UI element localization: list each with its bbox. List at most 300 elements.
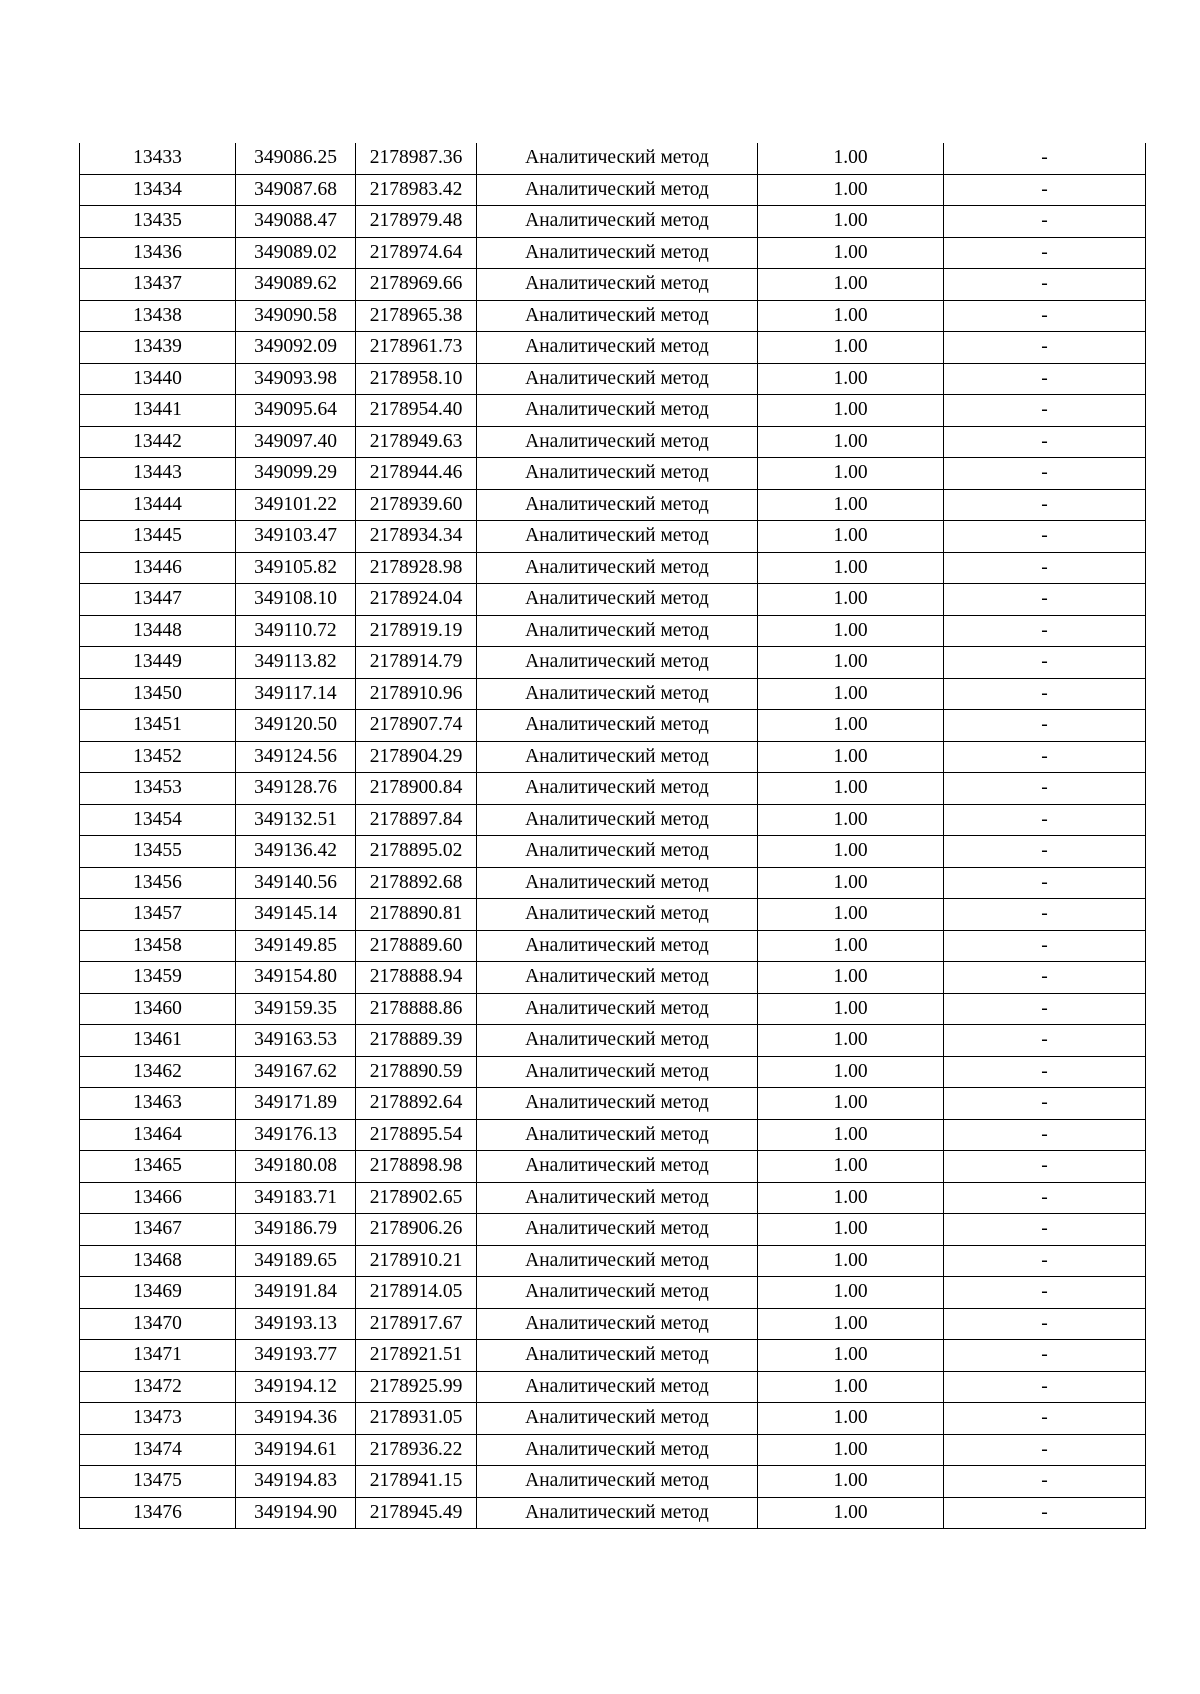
description-cell: - — [944, 710, 1146, 742]
method-cell: Аналитический метод — [477, 741, 758, 773]
point-number-cell: 13461 — [80, 1025, 236, 1057]
description-cell: - — [944, 458, 1146, 490]
x-coordinate-cell: 349128.76 — [236, 773, 356, 805]
accuracy-cell: 1.00 — [758, 1088, 944, 1120]
description-cell: - — [944, 962, 1146, 994]
table-row — [80, 615, 1146, 647]
y-coordinate-cell: 2178945.49 — [356, 1497, 477, 1529]
accuracy-cell: 1.00 — [758, 300, 944, 332]
description-cell: - — [944, 1025, 1146, 1057]
x-coordinate-cell: 349113.82 — [236, 647, 356, 679]
point-number-cell: 13434 — [80, 174, 236, 206]
y-coordinate-cell: 2178941.15 — [356, 1466, 477, 1498]
point-number-cell: 13452 — [80, 741, 236, 773]
description-cell: - — [944, 1119, 1146, 1151]
point-number-cell: 13450 — [80, 678, 236, 710]
description-cell: - — [944, 899, 1146, 931]
coordinates-table — [79, 143, 1146, 1529]
description-cell: - — [944, 867, 1146, 899]
accuracy-cell: 1.00 — [758, 1403, 944, 1435]
x-coordinate-cell: 349183.71 — [236, 1182, 356, 1214]
description-cell: - — [944, 237, 1146, 269]
method-cell: Аналитический метод — [477, 1088, 758, 1120]
point-number-cell: 13433 — [80, 143, 236, 174]
description-cell: - — [944, 1151, 1146, 1183]
accuracy-cell: 1.00 — [758, 552, 944, 584]
method-cell: Аналитический метод — [477, 773, 758, 805]
coordinates-table-body — [80, 143, 1146, 1529]
table-row — [80, 1056, 1146, 1088]
x-coordinate-cell: 349154.80 — [236, 962, 356, 994]
x-coordinate-cell: 349086.25 — [236, 143, 356, 174]
point-number-cell: 13443 — [80, 458, 236, 490]
x-coordinate-cell: 349186.79 — [236, 1214, 356, 1246]
point-number-cell: 13455 — [80, 836, 236, 868]
table-row — [80, 1308, 1146, 1340]
y-coordinate-cell: 2178902.65 — [356, 1182, 477, 1214]
method-cell: Аналитический метод — [477, 1371, 758, 1403]
y-coordinate-cell: 2178895.54 — [356, 1119, 477, 1151]
point-number-cell: 13476 — [80, 1497, 236, 1529]
point-number-cell: 13448 — [80, 615, 236, 647]
accuracy-cell: 1.00 — [758, 1277, 944, 1309]
x-coordinate-cell: 349117.14 — [236, 678, 356, 710]
point-number-cell: 13459 — [80, 962, 236, 994]
description-cell: - — [944, 300, 1146, 332]
y-coordinate-cell: 2178925.99 — [356, 1371, 477, 1403]
point-number-cell: 13458 — [80, 930, 236, 962]
x-coordinate-cell: 349194.36 — [236, 1403, 356, 1435]
x-coordinate-cell: 349124.56 — [236, 741, 356, 773]
accuracy-cell: 1.00 — [758, 1214, 944, 1246]
method-cell: Аналитический метод — [477, 174, 758, 206]
method-cell: Аналитический метод — [477, 1277, 758, 1309]
point-number-cell: 13454 — [80, 804, 236, 836]
y-coordinate-cell: 2178936.22 — [356, 1434, 477, 1466]
y-coordinate-cell: 2178958.10 — [356, 363, 477, 395]
table-row — [80, 1151, 1146, 1183]
table-row — [80, 1497, 1146, 1529]
accuracy-cell: 1.00 — [758, 458, 944, 490]
description-cell: - — [944, 773, 1146, 805]
method-cell: Аналитический метод — [477, 678, 758, 710]
y-coordinate-cell: 2178889.60 — [356, 930, 477, 962]
point-number-cell: 13463 — [80, 1088, 236, 1120]
x-coordinate-cell: 349108.10 — [236, 584, 356, 616]
method-cell: Аналитический метод — [477, 1434, 758, 1466]
accuracy-cell: 1.00 — [758, 1497, 944, 1529]
table-row — [80, 1088, 1146, 1120]
accuracy-cell: 1.00 — [758, 489, 944, 521]
y-coordinate-cell: 2178965.38 — [356, 300, 477, 332]
y-coordinate-cell: 2178961.73 — [356, 332, 477, 364]
y-coordinate-cell: 2178969.66 — [356, 269, 477, 301]
x-coordinate-cell: 349132.51 — [236, 804, 356, 836]
point-number-cell: 13467 — [80, 1214, 236, 1246]
description-cell: - — [944, 993, 1146, 1025]
accuracy-cell: 1.00 — [758, 647, 944, 679]
description-cell: - — [944, 678, 1146, 710]
method-cell: Аналитический метод — [477, 1340, 758, 1372]
description-cell: - — [944, 1277, 1146, 1309]
x-coordinate-cell: 349089.02 — [236, 237, 356, 269]
x-coordinate-cell: 349095.64 — [236, 395, 356, 427]
accuracy-cell: 1.00 — [758, 174, 944, 206]
y-coordinate-cell: 2178907.74 — [356, 710, 477, 742]
method-cell: Аналитический метод — [477, 521, 758, 553]
point-number-cell: 13436 — [80, 237, 236, 269]
x-coordinate-cell: 349140.56 — [236, 867, 356, 899]
x-coordinate-cell: 349093.98 — [236, 363, 356, 395]
accuracy-cell: 1.00 — [758, 143, 944, 174]
description-cell: - — [944, 741, 1146, 773]
method-cell: Аналитический метод — [477, 899, 758, 931]
table-row — [80, 552, 1146, 584]
y-coordinate-cell: 2178934.34 — [356, 521, 477, 553]
method-cell: Аналитический метод — [477, 993, 758, 1025]
point-number-cell: 13462 — [80, 1056, 236, 1088]
description-cell: - — [944, 1403, 1146, 1435]
point-number-cell: 13473 — [80, 1403, 236, 1435]
table-row — [80, 867, 1146, 899]
x-coordinate-cell: 349136.42 — [236, 836, 356, 868]
point-number-cell: 13474 — [80, 1434, 236, 1466]
table-row — [80, 1182, 1146, 1214]
table-row — [80, 426, 1146, 458]
x-coordinate-cell: 349167.62 — [236, 1056, 356, 1088]
accuracy-cell: 1.00 — [758, 269, 944, 301]
table-row — [80, 458, 1146, 490]
method-cell: Аналитический метод — [477, 1497, 758, 1529]
accuracy-cell: 1.00 — [758, 678, 944, 710]
table-row — [80, 174, 1146, 206]
y-coordinate-cell: 2178892.68 — [356, 867, 477, 899]
x-coordinate-cell: 349087.68 — [236, 174, 356, 206]
x-coordinate-cell: 349110.72 — [236, 615, 356, 647]
table-row — [80, 962, 1146, 994]
point-number-cell: 13472 — [80, 1371, 236, 1403]
description-cell: - — [944, 930, 1146, 962]
x-coordinate-cell: 349191.84 — [236, 1277, 356, 1309]
accuracy-cell: 1.00 — [758, 1056, 944, 1088]
description-cell: - — [944, 1371, 1146, 1403]
description-cell: - — [944, 174, 1146, 206]
description-cell: - — [944, 1245, 1146, 1277]
method-cell: Аналитический метод — [477, 1151, 758, 1183]
method-cell: Аналитический метод — [477, 300, 758, 332]
description-cell: - — [944, 804, 1146, 836]
accuracy-cell: 1.00 — [758, 930, 944, 962]
table-row — [80, 741, 1146, 773]
description-cell: - — [944, 363, 1146, 395]
y-coordinate-cell: 2178944.46 — [356, 458, 477, 490]
accuracy-cell: 1.00 — [758, 1151, 944, 1183]
point-number-cell: 13466 — [80, 1182, 236, 1214]
table-row — [80, 1340, 1146, 1372]
x-coordinate-cell: 349099.29 — [236, 458, 356, 490]
point-number-cell: 13451 — [80, 710, 236, 742]
method-cell: Аналитический метод — [477, 552, 758, 584]
x-coordinate-cell: 349189.65 — [236, 1245, 356, 1277]
accuracy-cell: 1.00 — [758, 363, 944, 395]
x-coordinate-cell: 349194.83 — [236, 1466, 356, 1498]
method-cell: Аналитический метод — [477, 836, 758, 868]
method-cell: Аналитический метод — [477, 206, 758, 238]
description-cell: - — [944, 426, 1146, 458]
x-coordinate-cell: 349149.85 — [236, 930, 356, 962]
description-cell: - — [944, 552, 1146, 584]
description-cell: - — [944, 395, 1146, 427]
x-coordinate-cell: 349193.77 — [236, 1340, 356, 1372]
point-number-cell: 13441 — [80, 395, 236, 427]
table-row — [80, 1371, 1146, 1403]
description-cell: - — [944, 332, 1146, 364]
table-row — [80, 300, 1146, 332]
y-coordinate-cell: 2178900.84 — [356, 773, 477, 805]
table-row — [80, 804, 1146, 836]
point-number-cell: 13447 — [80, 584, 236, 616]
method-cell: Аналитический метод — [477, 395, 758, 427]
method-cell: Аналитический метод — [477, 710, 758, 742]
y-coordinate-cell: 2178914.05 — [356, 1277, 477, 1309]
method-cell: Аналитический метод — [477, 615, 758, 647]
table-row — [80, 1277, 1146, 1309]
description-cell: - — [944, 1340, 1146, 1372]
y-coordinate-cell: 2178904.29 — [356, 741, 477, 773]
x-coordinate-cell: 349176.13 — [236, 1119, 356, 1151]
method-cell: Аналитический метод — [477, 269, 758, 301]
table-row — [80, 143, 1146, 174]
method-cell: Аналитический метод — [477, 332, 758, 364]
point-number-cell: 13437 — [80, 269, 236, 301]
point-number-cell: 13442 — [80, 426, 236, 458]
table-row — [80, 1245, 1146, 1277]
table-row — [80, 1466, 1146, 1498]
point-number-cell: 13438 — [80, 300, 236, 332]
y-coordinate-cell: 2178987.36 — [356, 143, 477, 174]
accuracy-cell: 1.00 — [758, 1182, 944, 1214]
accuracy-cell: 1.00 — [758, 899, 944, 931]
method-cell: Аналитический метод — [477, 363, 758, 395]
x-coordinate-cell: 349089.62 — [236, 269, 356, 301]
description-cell: - — [944, 584, 1146, 616]
description-cell: - — [944, 1182, 1146, 1214]
y-coordinate-cell: 2178919.19 — [356, 615, 477, 647]
table-row — [80, 993, 1146, 1025]
table-row — [80, 332, 1146, 364]
table-row — [80, 647, 1146, 679]
x-coordinate-cell: 349194.90 — [236, 1497, 356, 1529]
table-row — [80, 1119, 1146, 1151]
description-cell: - — [944, 647, 1146, 679]
method-cell: Аналитический метод — [477, 1182, 758, 1214]
y-coordinate-cell: 2178898.98 — [356, 1151, 477, 1183]
x-coordinate-cell: 349092.09 — [236, 332, 356, 364]
method-cell: Аналитический метод — [477, 867, 758, 899]
x-coordinate-cell: 349159.35 — [236, 993, 356, 1025]
y-coordinate-cell: 2178910.21 — [356, 1245, 477, 1277]
point-number-cell: 13470 — [80, 1308, 236, 1340]
y-coordinate-cell: 2178889.39 — [356, 1025, 477, 1057]
accuracy-cell: 1.00 — [758, 1308, 944, 1340]
x-coordinate-cell: 349194.12 — [236, 1371, 356, 1403]
accuracy-cell: 1.00 — [758, 521, 944, 553]
accuracy-cell: 1.00 — [758, 1371, 944, 1403]
y-coordinate-cell: 2178888.86 — [356, 993, 477, 1025]
x-coordinate-cell: 349103.47 — [236, 521, 356, 553]
accuracy-cell: 1.00 — [758, 710, 944, 742]
method-cell: Аналитический метод — [477, 1214, 758, 1246]
accuracy-cell: 1.00 — [758, 741, 944, 773]
accuracy-cell: 1.00 — [758, 804, 944, 836]
point-number-cell: 13457 — [80, 899, 236, 931]
y-coordinate-cell: 2178914.79 — [356, 647, 477, 679]
table-row — [80, 1403, 1146, 1435]
x-coordinate-cell: 349101.22 — [236, 489, 356, 521]
accuracy-cell: 1.00 — [758, 395, 944, 427]
y-coordinate-cell: 2178974.64 — [356, 237, 477, 269]
table-row — [80, 899, 1146, 931]
y-coordinate-cell: 2178895.02 — [356, 836, 477, 868]
x-coordinate-cell: 349193.13 — [236, 1308, 356, 1340]
description-cell: - — [944, 836, 1146, 868]
point-number-cell: 13446 — [80, 552, 236, 584]
point-number-cell: 13460 — [80, 993, 236, 1025]
point-number-cell: 13469 — [80, 1277, 236, 1309]
table-row — [80, 930, 1146, 962]
table-row — [80, 237, 1146, 269]
table-row — [80, 773, 1146, 805]
point-number-cell: 13435 — [80, 206, 236, 238]
x-coordinate-cell: 349088.47 — [236, 206, 356, 238]
accuracy-cell: 1.00 — [758, 773, 944, 805]
point-number-cell: 13475 — [80, 1466, 236, 1498]
y-coordinate-cell: 2178888.94 — [356, 962, 477, 994]
method-cell: Аналитический метод — [477, 1466, 758, 1498]
method-cell: Аналитический метод — [477, 962, 758, 994]
point-number-cell: 13445 — [80, 521, 236, 553]
description-cell: - — [944, 521, 1146, 553]
method-cell: Аналитический метод — [477, 1119, 758, 1151]
point-number-cell: 13468 — [80, 1245, 236, 1277]
y-coordinate-cell: 2178897.84 — [356, 804, 477, 836]
y-coordinate-cell: 2178917.67 — [356, 1308, 477, 1340]
method-cell: Аналитический метод — [477, 1025, 758, 1057]
method-cell: Аналитический метод — [477, 584, 758, 616]
accuracy-cell: 1.00 — [758, 237, 944, 269]
accuracy-cell: 1.00 — [758, 206, 944, 238]
accuracy-cell: 1.00 — [758, 1245, 944, 1277]
y-coordinate-cell: 2178890.59 — [356, 1056, 477, 1088]
table-row — [80, 710, 1146, 742]
table-row — [80, 836, 1146, 868]
method-cell: Аналитический метод — [477, 426, 758, 458]
table-row — [80, 1214, 1146, 1246]
x-coordinate-cell: 349171.89 — [236, 1088, 356, 1120]
description-cell: - — [944, 1308, 1146, 1340]
y-coordinate-cell: 2178890.81 — [356, 899, 477, 931]
point-number-cell: 13449 — [80, 647, 236, 679]
y-coordinate-cell: 2178906.26 — [356, 1214, 477, 1246]
method-cell: Аналитический метод — [477, 489, 758, 521]
description-cell: - — [944, 1434, 1146, 1466]
table-row — [80, 584, 1146, 616]
x-coordinate-cell: 349105.82 — [236, 552, 356, 584]
description-cell: - — [944, 143, 1146, 174]
accuracy-cell: 1.00 — [758, 615, 944, 647]
accuracy-cell: 1.00 — [758, 1025, 944, 1057]
method-cell: Аналитический метод — [477, 1308, 758, 1340]
method-cell: Аналитический метод — [477, 1056, 758, 1088]
table-row — [80, 678, 1146, 710]
table-row — [80, 206, 1146, 238]
description-cell: - — [944, 1466, 1146, 1498]
table-row — [80, 1434, 1146, 1466]
description-cell: - — [944, 1497, 1146, 1529]
table-row — [80, 269, 1146, 301]
y-coordinate-cell: 2178983.42 — [356, 174, 477, 206]
y-coordinate-cell: 2178931.05 — [356, 1403, 477, 1435]
point-number-cell: 13439 — [80, 332, 236, 364]
table-row — [80, 1025, 1146, 1057]
x-coordinate-cell: 349097.40 — [236, 426, 356, 458]
accuracy-cell: 1.00 — [758, 584, 944, 616]
x-coordinate-cell: 349120.50 — [236, 710, 356, 742]
y-coordinate-cell: 2178924.04 — [356, 584, 477, 616]
x-coordinate-cell: 349163.53 — [236, 1025, 356, 1057]
point-number-cell: 13453 — [80, 773, 236, 805]
y-coordinate-cell: 2178892.64 — [356, 1088, 477, 1120]
y-coordinate-cell: 2178939.60 — [356, 489, 477, 521]
point-number-cell: 13444 — [80, 489, 236, 521]
accuracy-cell: 1.00 — [758, 1434, 944, 1466]
description-cell: - — [944, 1056, 1146, 1088]
table-row — [80, 363, 1146, 395]
x-coordinate-cell: 349145.14 — [236, 899, 356, 931]
accuracy-cell: 1.00 — [758, 867, 944, 899]
description-cell: - — [944, 269, 1146, 301]
method-cell: Аналитический метод — [477, 804, 758, 836]
method-cell: Аналитический метод — [477, 143, 758, 174]
description-cell: - — [944, 206, 1146, 238]
table-row — [80, 489, 1146, 521]
accuracy-cell: 1.00 — [758, 993, 944, 1025]
method-cell: Аналитический метод — [477, 1403, 758, 1435]
accuracy-cell: 1.00 — [758, 836, 944, 868]
method-cell: Аналитический метод — [477, 930, 758, 962]
accuracy-cell: 1.00 — [758, 1466, 944, 1498]
accuracy-cell: 1.00 — [758, 1340, 944, 1372]
accuracy-cell: 1.00 — [758, 962, 944, 994]
x-coordinate-cell: 349194.61 — [236, 1434, 356, 1466]
y-coordinate-cell: 2178928.98 — [356, 552, 477, 584]
y-coordinate-cell: 2178979.48 — [356, 206, 477, 238]
y-coordinate-cell: 2178910.96 — [356, 678, 477, 710]
point-number-cell: 13456 — [80, 867, 236, 899]
method-cell: Аналитический метод — [477, 237, 758, 269]
description-cell: - — [944, 489, 1146, 521]
accuracy-cell: 1.00 — [758, 1119, 944, 1151]
description-cell: - — [944, 1214, 1146, 1246]
point-number-cell: 13464 — [80, 1119, 236, 1151]
y-coordinate-cell: 2178921.51 — [356, 1340, 477, 1372]
method-cell: Аналитический метод — [477, 647, 758, 679]
accuracy-cell: 1.00 — [758, 332, 944, 364]
table-row — [80, 395, 1146, 427]
method-cell: Аналитический метод — [477, 458, 758, 490]
x-coordinate-cell: 349180.08 — [236, 1151, 356, 1183]
table-row — [80, 521, 1146, 553]
